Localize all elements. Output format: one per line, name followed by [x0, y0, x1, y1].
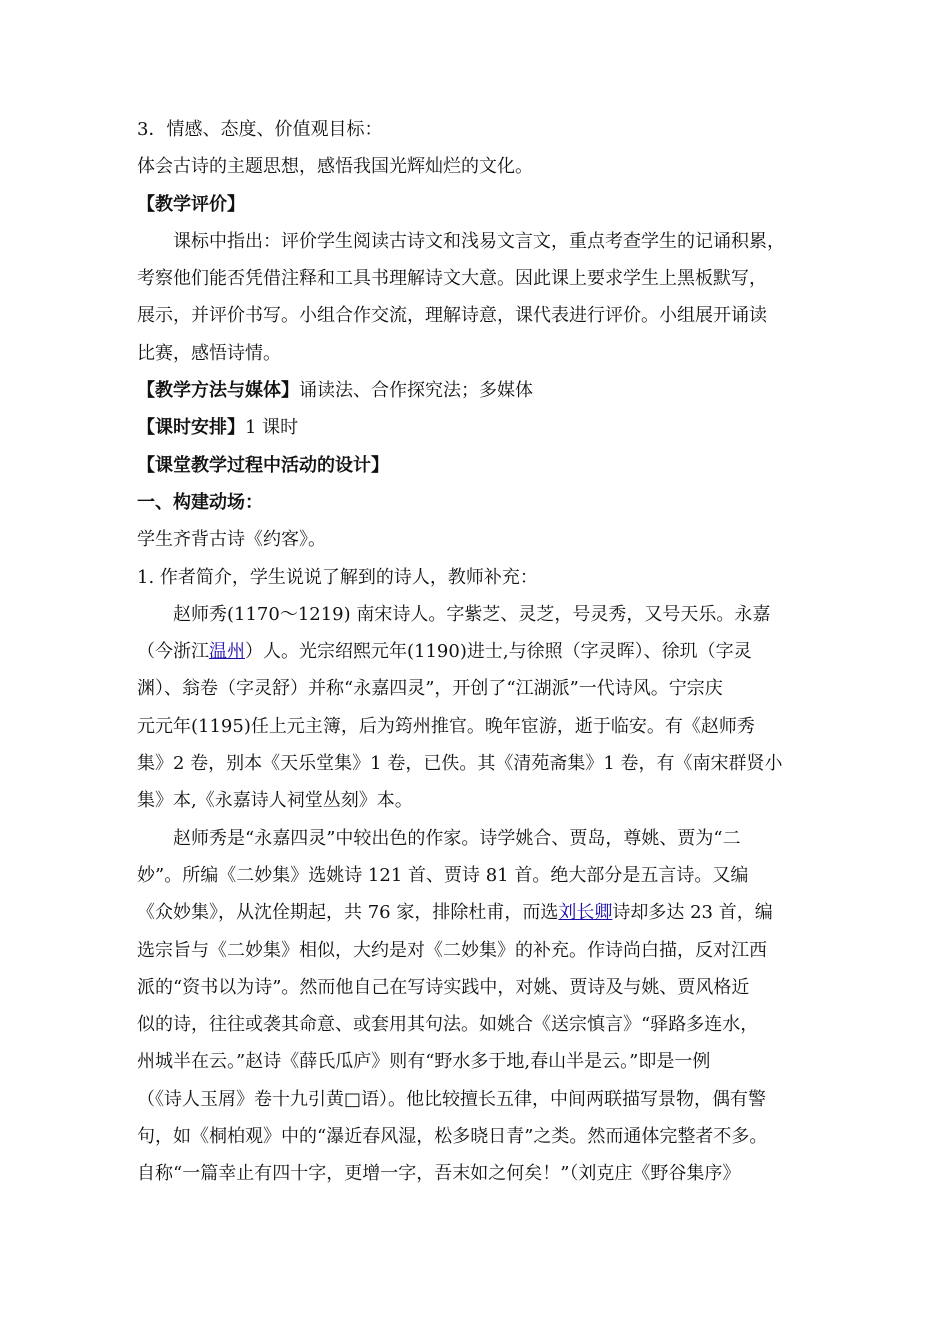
link-liu-changqing[interactable]: 刘长卿: [558, 902, 613, 924]
subsection-heading: 一、构建动场：: [137, 491, 263, 513]
evaluation-paragraph-line: 展示，并评价书写。小组合作交流，理解诗意，课代表进行评价。小组展开诵读: [137, 305, 767, 327]
schedule-line: [137, 416, 827, 453]
style-paragraph-line: 派的“资书以为诗”。然而他自己在写诗实践中，对姚、贾诗及与姚、贾风格近: [137, 976, 750, 998]
text-span: 诗却多达 23 首，编: [612, 902, 773, 924]
text-span: （今浙江: [137, 641, 209, 663]
schedule-text: 1 课时: [245, 417, 299, 439]
section-heading-methods: 【教学方法与媒体】: [137, 380, 299, 402]
evaluation-paragraph-line: 课标中指出：评价学生阅读古诗文和浅易文言文，重点考查学生的记诵积累，: [173, 230, 785, 252]
section-heading-activities: 【课堂教学过程中活动的设计】: [137, 454, 389, 476]
style-paragraph-line: （《诗人玉屑》卷十九引黄□语）。他比较擅长五律，中间两联描写景物，偶有警: [137, 1088, 767, 1110]
link-wenzhou[interactable]: 温州: [209, 641, 245, 663]
style-paragraph-line: [137, 901, 827, 938]
goal-text: 体会古诗的主题思想，感悟我国光辉灿烂的文化。: [137, 156, 533, 178]
text-span: 《众妙集》，从沈佺期起，共 76 家，排除杜甫，而选: [137, 902, 559, 924]
body-line: 1. 作者简介，学生说说了解到的诗人，教师补充：: [137, 566, 538, 588]
author-paragraph-line: 渊）、翁卷（字灵舒）并称“永嘉四灵”，开创了“江湖派”一代诗风。宁宗庆: [137, 678, 723, 700]
methods-text: 诵读法、合作探究法；多媒体: [299, 380, 533, 402]
document-page: [137, 118, 827, 1200]
author-paragraph-line: 元元年(1195)任上元主簿，后为筠州推官。晚年宦游，逝于临安。有《赵师秀: [137, 715, 755, 737]
author-paragraph-line: 集》本,《永嘉诗人祠堂丛刻》本。: [137, 790, 413, 812]
section-heading-schedule: 【课时安排】: [137, 417, 245, 439]
style-paragraph-line: 自称“一篇幸止有四十字，更增一字，吾末如之何矣！”（刘克庄《野谷集序》: [137, 1163, 741, 1185]
methods-line: [137, 379, 827, 416]
style-paragraph-line: 赵师秀是“永嘉四灵”中较出色的作家。诗学姚合、贾岛，尊姚、贾为“二: [173, 827, 741, 849]
evaluation-paragraph-line: 考察他们能否凭借注释和工具书理解诗文大意。因此课上要求学生上黑板默写，: [137, 268, 767, 290]
author-paragraph-line: 赵师秀(1170～1219) 南宋诗人。字紫芝、灵芝，号灵秀，又号天乐。永嘉: [173, 603, 771, 625]
body-line: 学生齐背古诗《约客》。: [137, 529, 326, 551]
style-paragraph-line: 句，如《桐柏观》中的“瀑近春风湿，松多晓日青”之类。然而通体完整者不多。: [137, 1126, 768, 1148]
style-paragraph-line: 州城半在云。”赵诗《薛氏瓜庐》则有“野水多于地,春山半是云。”即是一例: [137, 1051, 711, 1073]
author-paragraph-line: [137, 640, 827, 677]
style-paragraph-line: 选宗旨与《二妙集》相似，大约是对《二妙集》的补充。作诗尚白描，反对江西: [137, 939, 767, 961]
style-paragraph-line: 妙”。所编《二妙集》选姚诗 121 首、贾诗 81 首。绝大部分是五言诗。又编: [137, 864, 749, 886]
style-paragraph-line: 似的诗，往往或袭其命意、或套用其句法。如姚合《送宗慎言》“驿路多连水，: [137, 1014, 759, 1036]
author-paragraph-line: 集》2 卷，别本《天乐堂集》1 卷，已佚。其《清苑斋集》1 卷，有《南宋群贤小: [137, 753, 783, 775]
goal-heading: 3．情感、态度、价值观目标：: [137, 119, 383, 140]
text-span: ）人。光宗绍熙元年(1190)进士,与徐照（字灵晖）、徐玑（字灵: [245, 641, 752, 663]
section-heading-evaluation: 【教学评价】: [137, 193, 245, 215]
evaluation-paragraph-line: 比赛，感悟诗情。: [137, 342, 281, 364]
